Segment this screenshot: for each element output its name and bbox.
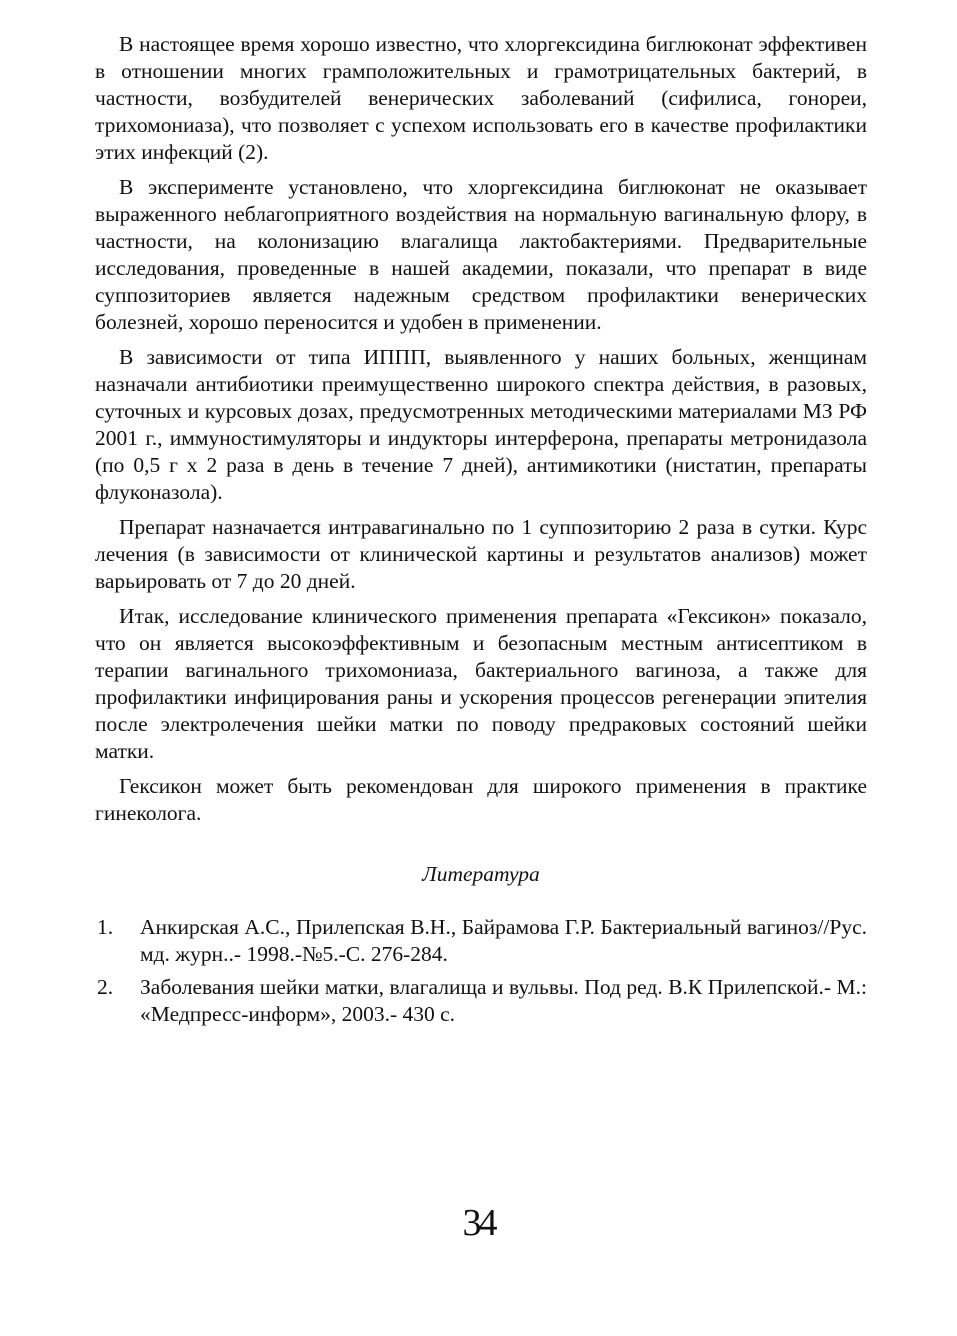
reference-text: Заболевания шейки матки, влагалища и вульвы. Под ред. В.К Прилепской.- М.: «Медпресс-информ», 2003.- 430 с. bbox=[140, 975, 867, 1026]
reference-text: Анкирская А.С., Прилепская В.Н., Байрамова Г.Р. Бактериальный вагиноз//Рус. мд. журн..- 1998.-№5.-С. 276-284. bbox=[140, 915, 867, 966]
reference-number: 1. bbox=[97, 915, 114, 939]
body-paragraph: В настоящее время хорошо известно, что хлоргексидина биглюконат эффективен в отношении многих грамположительных и грамотрицательных бактерий, в частности, возбудителей венерических заболеваний (сифилиса, гонореи, трихомониаза), что позволяет с успехом использовать его в качестве профилактики этих инфекций (2). bbox=[95, 32, 867, 164]
body-paragraph: Итак, исследование клинического применения препарата «Гексикон» показало, что он является высокоэффективным и безопасным местным антисептиком в терапии вагинального трихомониаза, бактериального вагиноза, а также для профилактики инфицирования раны и ускорения процессов регенерации эпителия после электролечения шейки матки по поводу предраковых состояний шейки матки. bbox=[95, 604, 867, 763]
document-page bbox=[95, 31, 867, 1034]
body-paragraph: Гексикон может быть рекомендован для широкого применения в практике гинеколога. bbox=[95, 774, 867, 825]
page-number: 34 bbox=[462, 1202, 495, 1244]
reference-item bbox=[95, 974, 867, 1028]
body-paragraph: В эксперименте установлено, что хлоргексидина биглюконат не оказывает выраженного неблагоприятного воздействия на нормальную вагинальную флору, в частности, на колонизацию влагалища лактобактериями. Предварительные исследования, проведенные в нашей академии, показали, что препарат в виде суппозиториев является надежным средством профилактики венерических болезней, хорошо переносится и удобен в применении. bbox=[95, 175, 867, 334]
reference-item bbox=[95, 914, 867, 968]
references-title: Литература bbox=[422, 862, 540, 886]
reference-number: 2. bbox=[97, 975, 114, 999]
body-paragraph: Препарат назначается интравагинально по 1 суппозиторию 2 раза в сутки. Курс лечения (в зависимости от клинической картины и результатов анализов) может варьировать от 7 до 20 дней. bbox=[95, 515, 867, 593]
body-paragraph: В зависимости от типа ИППП, выявленного у наших больных, женщинам назначали антибиотики преимущественно широкого спектра действия, в разовых, суточных и курсовых дозах, предусмотренных методическими материалами МЗ РФ 2001 г., иммуностимуляторы и индукторы интерферона, препараты метронидазола (по 0,5 г х 2 раза в день в течение 7 дней), антимикотики (нистатин, препараты флуконазола). bbox=[95, 345, 867, 504]
